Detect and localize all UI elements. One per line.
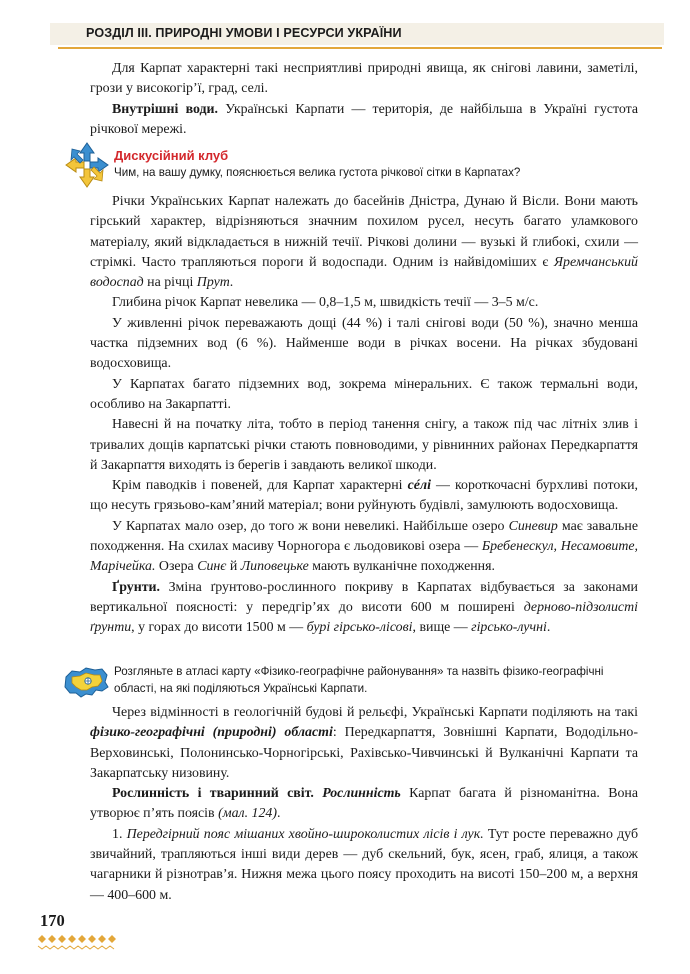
paragraph-lakes: У Карпатах мало озер, до того ж вони невеликі. Найбільше озеро Синевир має завальне походження. На схилах масиву Чорногора є льодовикові озера — Бребенескул, Несамовите, Марічейка. Озера Синє й Липовецьке мають вулканічне походження. (90, 518, 638, 575)
paragraph-vegetation: Рослинність і тваринний світ. Рослинність Карпат багата й різноманітна. Вона утворює п’ять поясів (мал. 124). (90, 786, 639, 822)
paragraph-inland-waters: Внутрішні води. Українські Карпати — територія, де найбільша в Україні густота річкової мережі. (90, 101, 639, 137)
arrows-icon (64, 141, 110, 189)
heading-soils: Ґрунти. (112, 579, 161, 595)
paragraph-belt-1: 1. Передгірний пояс мішаних хвойно-широколистих лісів і лук. Тут росте переважно дуб звичайний, трапляються інші види дерев — дуб скельний, бук, ясен, граб, ялиця, а також чагарники й різнотрав’я. Нижня межа цього поясу проходить на висоті 150–200 м, а верхня — 400–600 м. (90, 826, 639, 903)
regions-block (90, 703, 638, 906)
discussion-club (114, 148, 634, 181)
paragraph-groundwater: У Карпатах багато підземних вод, зокрема мінеральних. Є також термальні води, особливо на Закарпатті. (90, 376, 638, 412)
paragraph-hazards: Для Карпат характерні такі несприятливі природні явища, як снігові лавини, заметілі, грози у високогір’ї, град, селі. (90, 61, 638, 97)
map-icon (62, 663, 110, 701)
paragraph-rivers: Річки Українських Карпат належать до басейнів Дністра, Дунаю й Вісли. Вони мають гірський характер, відрізняються значним похилом русел, несуть багато уламкового матеріалу, який відкладається в нижній течії. Річкові долини — вузькі й глибокі, схили — стрімкі. Часто трапляються пороги й водоспади. Одним із найвідоміших є Яремчанський водоспад на річці Прут. (90, 194, 638, 291)
page-number: 170 (40, 911, 65, 930)
atlas-task: Розгляньте в атласі карту «Фізико-географічне районування» та назвіть фізико-географічні області, на які поділяються Українські Карпати. (114, 665, 604, 695)
heading-vegetation: Рослинність і тваринний світ. (112, 786, 314, 802)
paragraph-feeding: У живленні річок переважають дощі (44 %) і талі снігові води (50 %), значно менша частка підземних вод (6 %). Найменше води в річках восени. На річках збудовані водосховища. (90, 315, 638, 372)
paragraph-soils: Ґрунти. Зміна ґрунтово-рослинного покриву в Карпатах відбувається за законами вертикальної поясності: у передгір’ях до висоти 600 м поширені дерново-підзолисті ґрунти, у горах до висоти 1500 м — бурі гірсько-лісові, вище — гірсько-лучні. (90, 579, 638, 636)
heading-inland-waters: Внутрішні води. (112, 101, 219, 117)
rivers-block (90, 192, 638, 639)
discussion-question: Чим, на вашу думку, пояснюється велика густота річкової сітки в Карпатах? (114, 165, 521, 179)
intro-block (90, 59, 638, 140)
paragraph-depth: Глибина річок Карпат невелика — 0,8–1,5 м, швидкість течії — 3–5 м/с. (112, 295, 539, 311)
discussion-title: Дискусійний клуб (114, 148, 229, 163)
ornament-icon (20, 930, 130, 952)
chapter-title: РОЗДІЛ ІІІ. ПРИРОДНІ УМОВИ І РЕСУРСИ УКРАЇНИ (86, 26, 402, 40)
chapter-header (58, 21, 662, 49)
paragraph-mudflows: Крім паводків і повеней, для Карпат характерні сéлі — короткочасні бурхливі потоки, що несуть грязьово-кам’яний матеріал; вони руйнують будівлі, замулюють водосховища. (90, 478, 638, 514)
paragraph-regions: Через відмінності в геологічній будові й рельєфі, Українські Карпати поділяють на такі фізико-географічні (природні) області: Передкарпаття, Зовнішні Карпати, Вододільно-Верховинські, Полонинсько-Чорногірські, Рахівсько-Чивчинські й Вулканічні Карпати та Закарпатську низовину. (90, 705, 638, 781)
paragraph-floods: Навесні й на початку літа, тобто в період танення снігу, а також під час літніх злив і тривалих дощів карпатські річки стають повноводими, у рівнинних районах Передкарпаття й Закарпаття виходять із берегів і завдають великої шкоди. (90, 417, 638, 473)
